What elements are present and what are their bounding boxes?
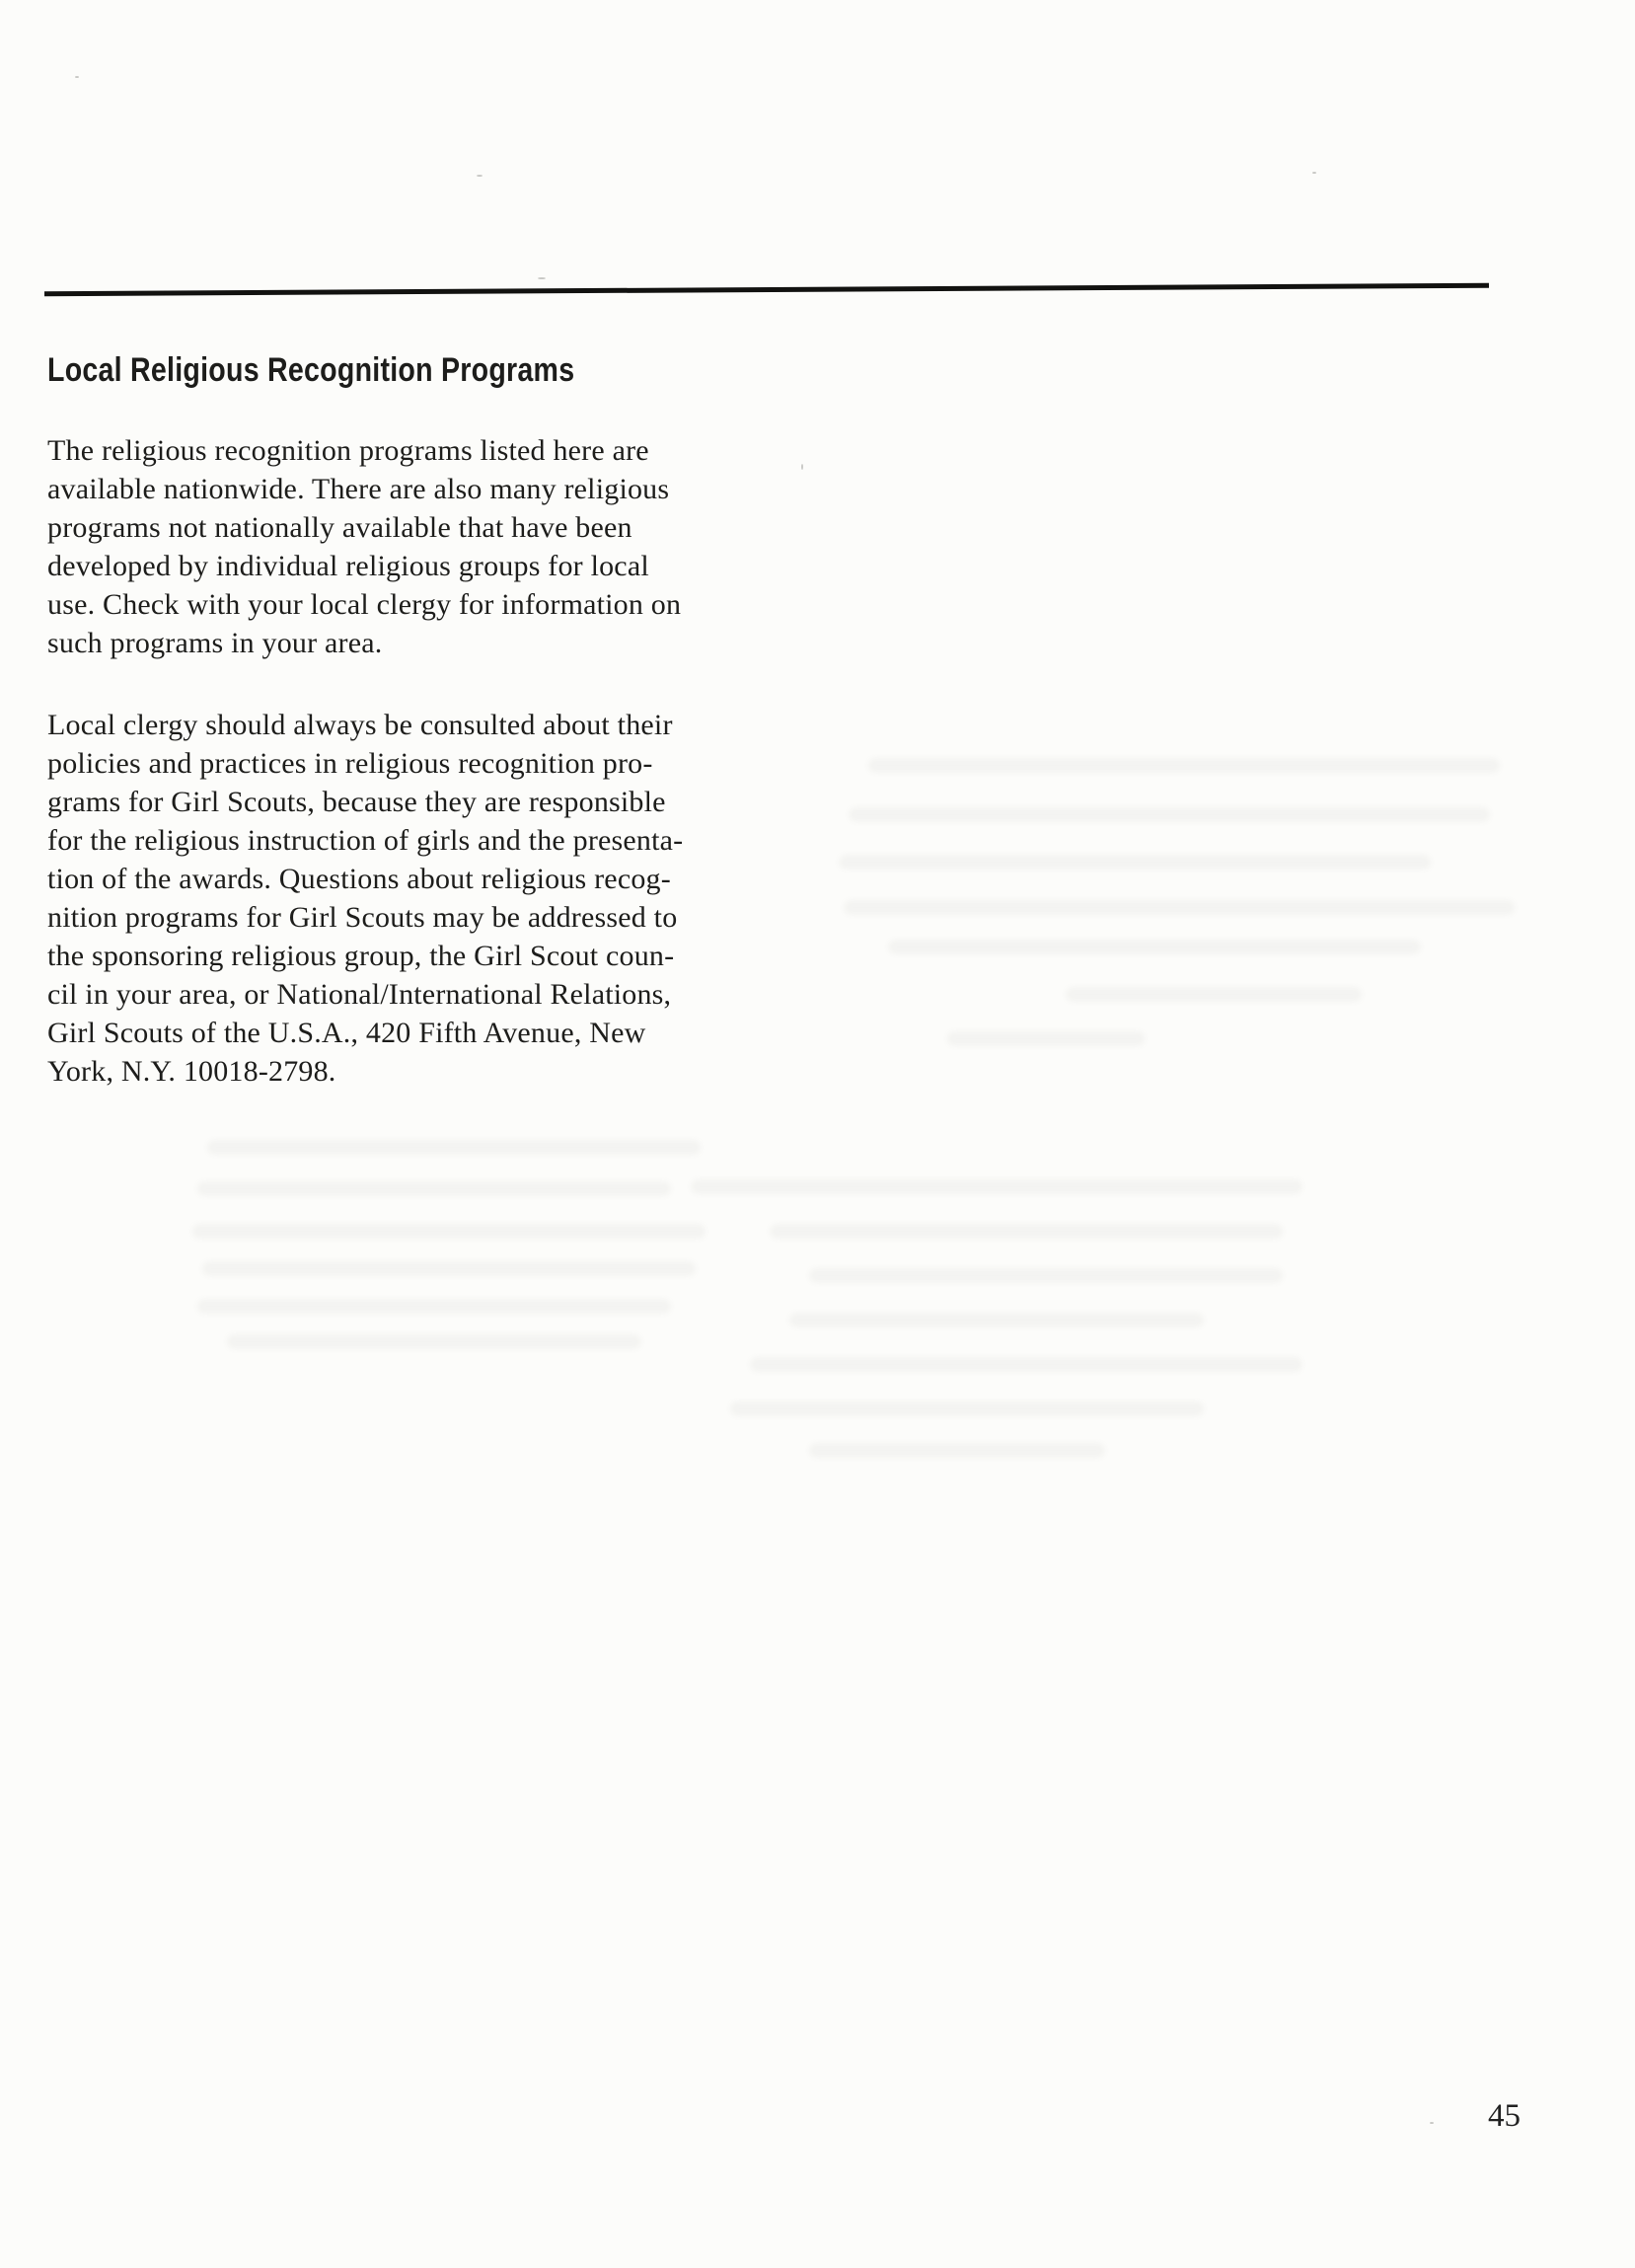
- bleedthrough-line: [207, 1140, 701, 1155]
- bleedthrough-line: [844, 900, 1515, 915]
- text-line: Local clergy should always be consulted about their: [47, 709, 673, 741]
- bleedthrough-line: [809, 1268, 1283, 1283]
- section-heading-text: Local Religious Recognition Programs: [47, 351, 575, 389]
- text-line: developed by individual religious groups for local: [47, 550, 649, 582]
- text-line: available nationwide. There are also many religious: [47, 473, 670, 505]
- text-line: the sponsoring religious group, the Girl Scout coun-: [47, 940, 675, 972]
- bleedthrough-line: [839, 855, 1431, 869]
- text-line: grams for Girl Scouts, because they are responsible: [47, 786, 666, 818]
- bleedthrough-line: [750, 1357, 1302, 1372]
- bleedthrough-line: [227, 1334, 641, 1349]
- text-line: cil in your area, or National/International Relations,: [47, 978, 672, 1011]
- bleedthrough-line: [868, 758, 1500, 773]
- text-line: programs not nationally available that have been: [47, 511, 632, 544]
- text-line: The religious recognition programs listed here are: [47, 434, 649, 467]
- text-line: use. Check with your local clergy for information on: [47, 588, 682, 621]
- text-line: York, N.Y. 10018-2798.: [47, 1055, 336, 1088]
- bleedthrough-line: [789, 1313, 1204, 1327]
- text-line: such programs in your area.: [47, 627, 383, 659]
- paragraph-intro: [47, 431, 681, 662]
- page-number: 45: [1488, 2098, 1521, 2134]
- bleedthrough-line: [1066, 987, 1362, 1002]
- bleedthrough-line: [197, 1299, 671, 1314]
- text-line: for the religious instruction of girls and the presenta-: [47, 824, 684, 857]
- text-line: nition programs for Girl Scouts may be addressed to: [47, 901, 678, 934]
- scan-speck: [477, 175, 483, 177]
- bleedthrough-line: [947, 1031, 1145, 1046]
- bleedthrough-line: [192, 1224, 706, 1239]
- scan-speck: [1430, 2122, 1434, 2124]
- text-line: Girl Scouts of the U.S.A., 420 Fifth Avenue, New: [47, 1017, 646, 1049]
- scan-speck: [801, 464, 803, 470]
- top-rule: [44, 283, 1489, 296]
- bleedthrough-line: [849, 807, 1490, 822]
- scan-speck: [1312, 172, 1316, 174]
- paragraph-clergy: [47, 706, 683, 1091]
- bleedthrough-line: [888, 940, 1421, 954]
- bleedthrough-line: [770, 1224, 1283, 1239]
- scan-speck: [75, 76, 79, 78]
- scan-speck: [538, 277, 546, 279]
- text-line: tion of the awards. Questions about religious recog-: [47, 863, 671, 895]
- bleedthrough-line: [202, 1261, 696, 1276]
- text-line: policies and practices in religious recognition pro-: [47, 747, 653, 780]
- bleedthrough-line: [809, 1443, 1105, 1458]
- bleedthrough-line: [691, 1179, 1302, 1194]
- bleedthrough-line: [197, 1181, 671, 1196]
- bleedthrough-line: [730, 1401, 1204, 1416]
- section-heading: [47, 351, 675, 390]
